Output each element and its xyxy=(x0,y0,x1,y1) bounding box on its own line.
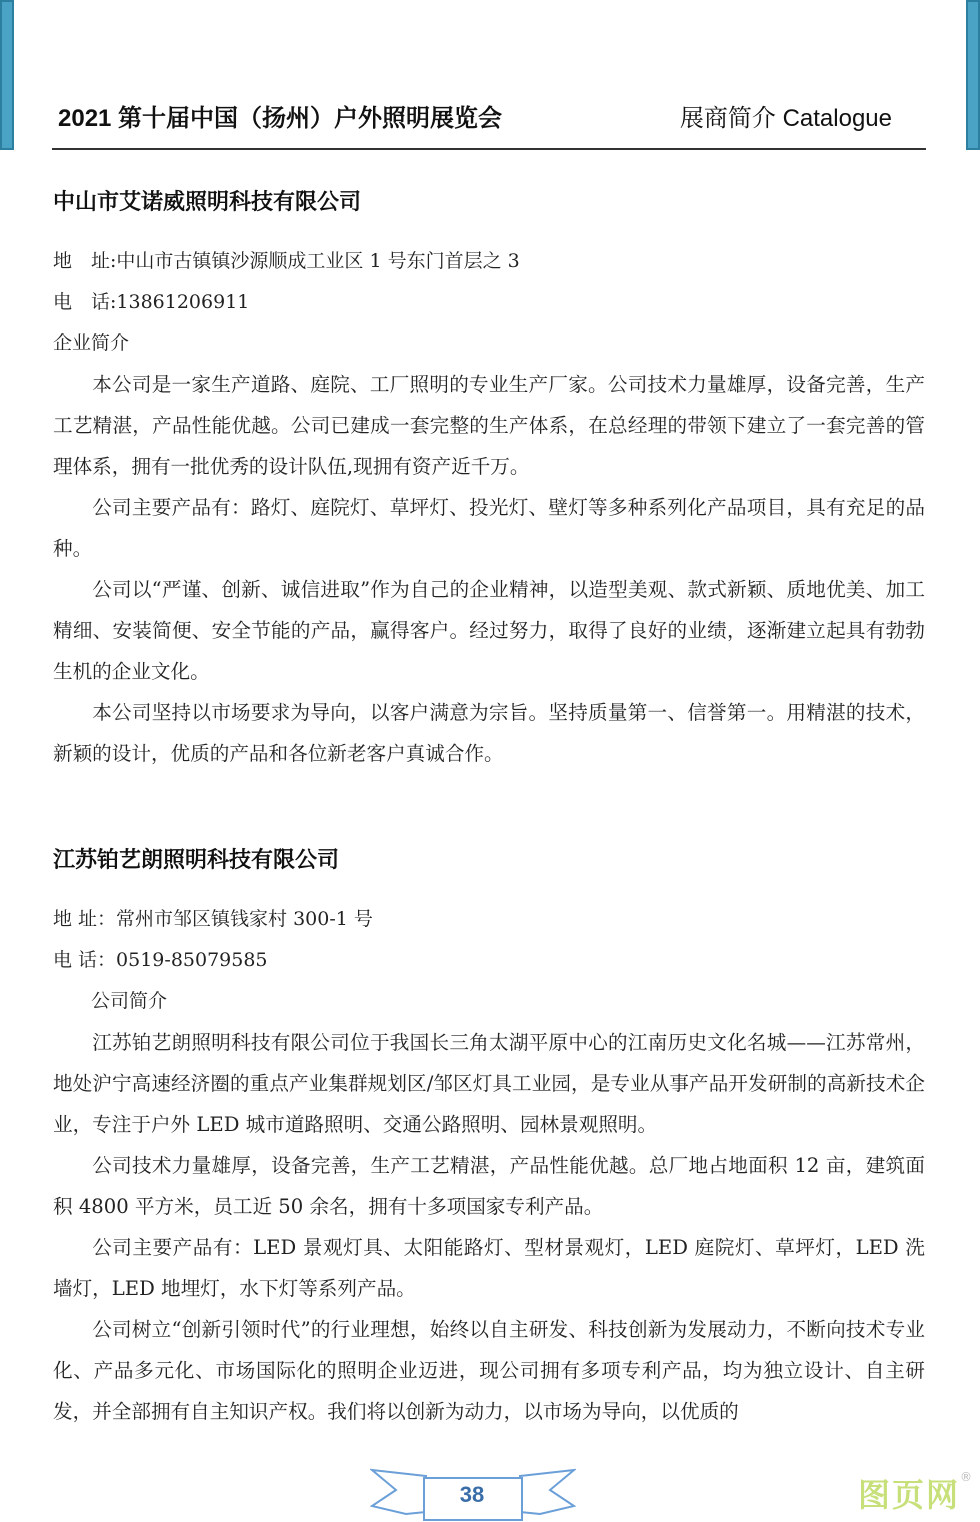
left-edge-tab xyxy=(0,0,14,150)
company-address: 地 址:中山市古镇镇沙源顺成工业区 1 号东门首层之 3 xyxy=(53,250,520,272)
intro-paragraph: 江苏铂艺朗照明科技有限公司位于我国长三角太湖平原中心的江南历史文化名城——江苏常州，地处沪宁高速经济圈的重点产业集群规划区/邹区灯具工业园，是专业从事产品开发研制的高新技术企业，专注于户外 LED 城市道路照明、交通公路照明、园林景观照明。 xyxy=(53,1031,925,1136)
intro-paragraph: 公司主要产品有：LED 景观灯具、太阳能路灯、型材景观灯，LED 庭院灯、草坪灯，LED 洗墙灯，LED 地埋灯，水下灯等系列产品。 xyxy=(53,1236,925,1300)
page-number: 38 xyxy=(459,1482,485,1507)
company-name: 江苏铂艺朗照明科技有限公司 xyxy=(53,848,340,873)
watermark-logo: 图页网® xyxy=(858,1470,975,1514)
company-address: 地 址：常州市邹区镇钱家村 300-1 号 xyxy=(53,908,373,930)
company-entry-1 xyxy=(53,183,925,774)
intro-paragraph: 本公司是一家生产道路、庭院、工厂照明的专业生产厂家。公司技术力量雄厚，设备完善，生产工艺精湛，产品性能优越。公司已建成一套完整的生产体系，在总经理的带领下建立了一套完善的管理体系，拥有一批优秀的设计队伍,现拥有资产近千万。 xyxy=(53,373,925,478)
company-entry-2 xyxy=(53,841,925,1432)
company-phone: 电 话:13861206911 xyxy=(53,291,250,313)
intro-paragraph: 公司树立“创新引领时代”的行业理想，始终以自主研发、科技创新为发展动力，不断向技术专业化、产品多元化、市场国际化的照明企业迈进，现公司拥有多项专利产品，均为独立设计、自主研发，并全部拥有自主知识产权。我们将以创新为动力，以市场为导向，以优质的 xyxy=(53,1318,925,1423)
intro-label: 公司简介 xyxy=(91,990,168,1012)
header-section-title: 展商简介 Catalogue xyxy=(679,105,892,132)
intro-paragraph: 本公司坚持以市场要求为导向，以客户满意为宗旨。坚持质量第一、信誉第一。用精湛的技术，新颖的设计，优质的产品和各位新老客户真诚合作。 xyxy=(53,701,925,765)
intro-paragraph: 公司主要产品有：路灯、庭院灯、草坪灯、投光灯、壁灯等多种系列化产品项目，具有充足的品种。 xyxy=(53,496,925,560)
company-phone: 电 话：0519-85079585 xyxy=(53,949,268,971)
header-event-title: 2021 第十届中国（扬州）户外照明展览会 xyxy=(58,105,503,132)
intro-paragraph: 公司以“严谨、创新、诚信进取”作为自己的企业精神，以造型美观、款式新颖、质地优美、加工精细、安装简便、安全节能的产品，赢得客户。经过努力，取得了良好的业绩，逐渐建立起具有勃勃生机的企业文化。 xyxy=(53,578,925,683)
intro-label: 企业简介 xyxy=(53,332,130,354)
intro-paragraph: 公司技术力量雄厚，设备完善，生产工艺精湛，产品性能优越。总厂地占地面积 12 亩，建筑面积 4800 平方米，员工近 50 余名，拥有十多项国家专利产品。 xyxy=(53,1154,925,1218)
header-divider xyxy=(52,148,926,150)
right-edge-tab xyxy=(966,0,980,150)
company-name: 中山市艾诺威照明科技有限公司 xyxy=(53,190,362,215)
